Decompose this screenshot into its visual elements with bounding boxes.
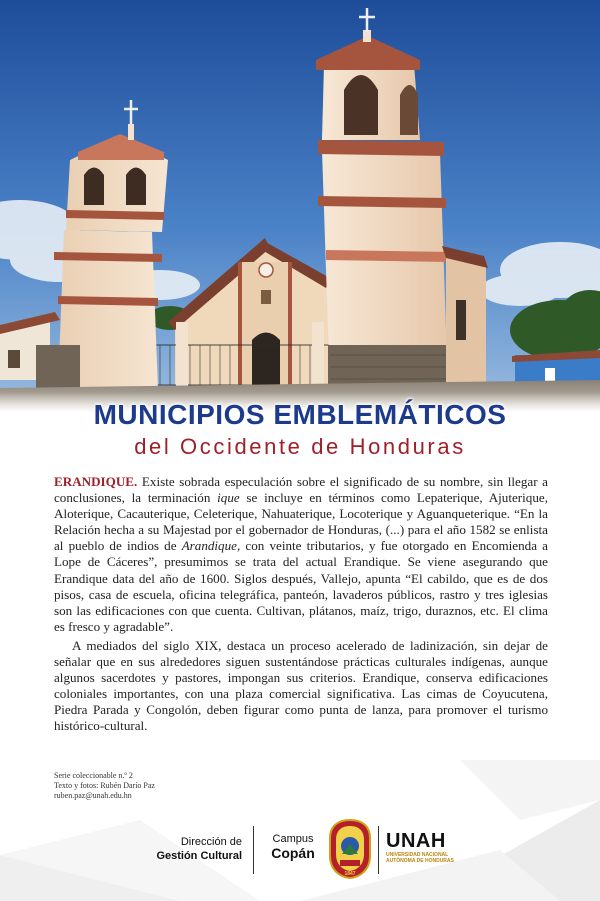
- gestion-cultural-logo: [150, 835, 242, 863]
- paragraph-2: A mediados del siglo XIX, destaca un proceso acelerado de ladinización, sin dejar de señalar que en sus alrededores siguen sustentándose prácticas culturales indígenas, aunque algunos sacerdotes y pastores, impongan sus criterios. Erandique, conserva edificaciones coloniales importantes, con una plaza comercial significativa. Las cimas de Coyucutena, Piedra Parada y Congolón, deben figurar como punta de lanza, para promover el turismo histórico-cultural.: [54, 637, 548, 734]
- p1-part1: Existe sobrada especulación sobre el significado de su nombre, sin llegar a conclusiones, la terminación: [54, 474, 548, 506]
- divider-2: [378, 826, 379, 874]
- author-label: Texto y fotos: Rubén Darío Paz: [54, 781, 155, 790]
- article-body: [54, 474, 548, 735]
- credits: [54, 771, 155, 801]
- series-label: Serie coleccionable n.º 2: [54, 771, 133, 780]
- unah-sub2: AUTÓNOMA DE HONDURAS: [386, 858, 454, 864]
- lead-word: ERANDIQUE.: [54, 474, 138, 489]
- p1-italic1: ique: [217, 490, 240, 506]
- author-email: ruben.paz@unah.edu.hn: [54, 791, 132, 800]
- footer-logos: [0, 818, 600, 888]
- unah-text: UNAH: [386, 830, 446, 852]
- page-title: MUNICIPIOS EMBLEMÁTICOS: [93, 399, 507, 430]
- p1-part2: se incluye en términos como Lepaterique, Ajuterique, Aloterique, Cacauterique, Celeterique, Nahuaterique, Locoterique y Aguanqueterique. “En la Relación hecha a su Majestad por el gobernador de Honduras, (...) para el año 1582 se enlista al pueblo de indios de: [54, 490, 548, 554]
- page-subtitle: del Occidente de Honduras: [134, 434, 466, 459]
- campus-line2: Copán: [271, 845, 315, 861]
- campus-copan-logo: [262, 832, 324, 860]
- seal-year: 1847: [344, 871, 356, 877]
- direccion-line1: Dirección de: [180, 836, 242, 848]
- church-photo: [0, 0, 600, 412]
- divider: [253, 826, 254, 874]
- title-block: [0, 398, 600, 460]
- unah-logo: [386, 830, 466, 864]
- campus-line1: Campus: [272, 833, 314, 845]
- direccion-line2: Gestión Cultural: [156, 850, 242, 862]
- unah-sub1: UNIVERSIDAD NACIONAL: [386, 852, 449, 858]
- unah-seal-icon: [328, 818, 372, 880]
- church-illustration: [0, 0, 600, 412]
- p1-italic2: Arandique,: [181, 538, 241, 554]
- paragraph-1: [54, 474, 548, 635]
- p1-part3: con veinte tributarios, y fue otorgado en Encomienda a Lope de Cáceres”, presumimos se trata del actual Erandique. Se viene asegurando que Erandique data del año de 1600. Siglos después, Vallejo, apunta “El cabildo, que es de dos pisos, casa de escuela, oficina telegráfica, panteón, lavaderos públicos, rastro y tres iglesias son las edificaciones con que cuenta. Cultivan, plátanos, maíz, trigo, duraznos, etc. El clima es fresco y agradable”.: [54, 538, 548, 634]
